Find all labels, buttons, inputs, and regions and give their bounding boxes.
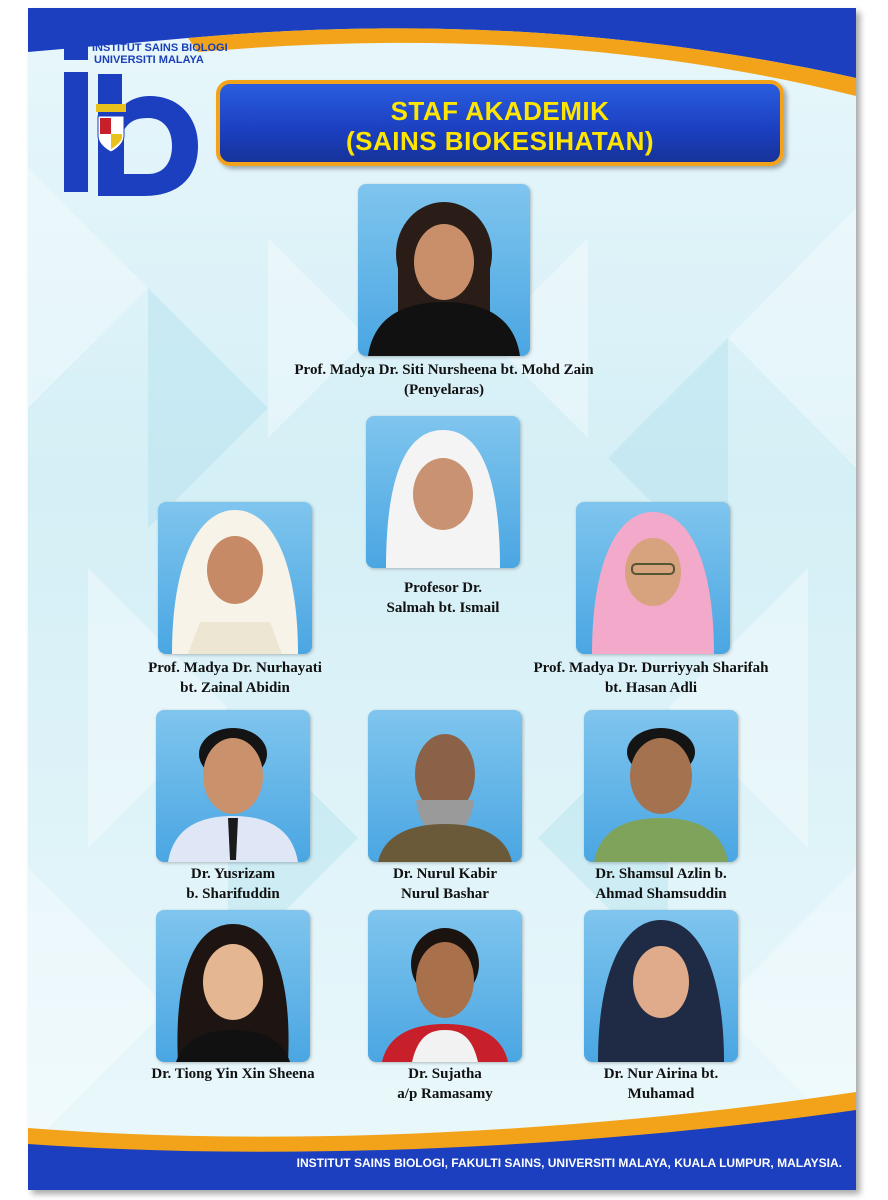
title-line2: (SAINS BIOKESIHATAN) <box>345 126 655 156</box>
staff-photo-9 <box>368 910 522 1062</box>
staff-name-2: Muhamad <box>627 1086 695 1102</box>
staff-caption-6 <box>345 864 545 904</box>
staff-name: Prof. Madya Dr. Siti Nursheena bt. Mohd Zain <box>294 362 594 378</box>
staff-caption-10 <box>556 1064 766 1104</box>
staff-caption-7 <box>546 864 776 904</box>
staff-name: Prof. Madya Dr. Durriyyah Sharifah <box>533 660 769 676</box>
staff-caption-9 <box>345 1064 545 1104</box>
staff-photo-4 <box>576 502 730 654</box>
logo-text <box>92 42 228 66</box>
staff-caption-3 <box>110 658 360 698</box>
staff-photo-6 <box>368 710 522 862</box>
portrait-icon <box>156 710 310 862</box>
staff-photo-2 <box>366 416 520 568</box>
staff-name: Dr. Yusrizam <box>190 866 276 882</box>
staff-name: Dr. Nurul Kabir <box>392 866 498 882</box>
portrait-icon <box>584 910 738 1062</box>
staff-name: Dr. Shamsul Azlin b. <box>595 866 727 882</box>
staff-role: (Penyelaras) <box>404 382 484 398</box>
staff-caption-2 <box>343 578 543 618</box>
staff-name-2: bt. Zainal Abidin <box>180 680 290 696</box>
staff-name: Prof. Madya Dr. Nurhayati <box>148 660 322 676</box>
staff-name: Profesor Dr. <box>403 580 483 596</box>
staff-photo-8 <box>156 910 310 1062</box>
title-line1: STAF AKADEMIK <box>390 96 610 126</box>
footer-text: INSTITUT SAINS BIOLOGI, FAKULTI SAINS, UNIVERSITI MALAYA, KUALA LUMPUR, MALAYSIA. <box>296 1156 842 1170</box>
portrait-icon <box>584 710 738 862</box>
footer-address <box>28 1156 856 1170</box>
portrait-icon <box>366 416 520 568</box>
staff-caption-8 <box>123 1064 343 1084</box>
staff-name-2: a/p Ramasamy <box>397 1086 493 1102</box>
title-banner <box>216 80 784 166</box>
staff-name-2: bt. Hasan Adli <box>604 680 698 696</box>
staff-name: Dr. Sujatha <box>408 1066 482 1082</box>
staff-photo-10 <box>584 910 738 1062</box>
portrait-icon <box>368 710 522 862</box>
staff-photo-5 <box>156 710 310 862</box>
staff-caption-4 <box>506 658 796 698</box>
poster <box>28 8 856 1190</box>
staff-name-2: b. Sharifuddin <box>186 886 280 902</box>
staff-name: Dr. Tiong Yin Xin Sheena <box>151 1066 315 1082</box>
staff-name-2: Ahmad Shamsuddin <box>595 886 727 902</box>
staff-caption-5 <box>133 864 333 904</box>
logo-line1: INSTITUT SAINS BIOLOGI <box>92 42 228 54</box>
portrait-icon <box>576 502 730 654</box>
staff-name-2: Salmah bt. Ismail <box>386 600 500 616</box>
staff-caption-1 <box>274 360 614 400</box>
staff-photo-7 <box>584 710 738 862</box>
portrait-icon <box>368 910 522 1062</box>
logo-line2: UNIVERSITI MALAYA <box>94 54 204 66</box>
portrait-icon <box>156 910 310 1062</box>
staff-name: Dr. Nur Airina bt. <box>603 1066 719 1082</box>
staff-name-2: Nurul Bashar <box>401 886 489 902</box>
staff-photo-1 <box>358 184 530 356</box>
portrait-icon <box>158 502 312 654</box>
staff-photo-3 <box>158 502 312 654</box>
portrait-icon <box>358 184 530 356</box>
